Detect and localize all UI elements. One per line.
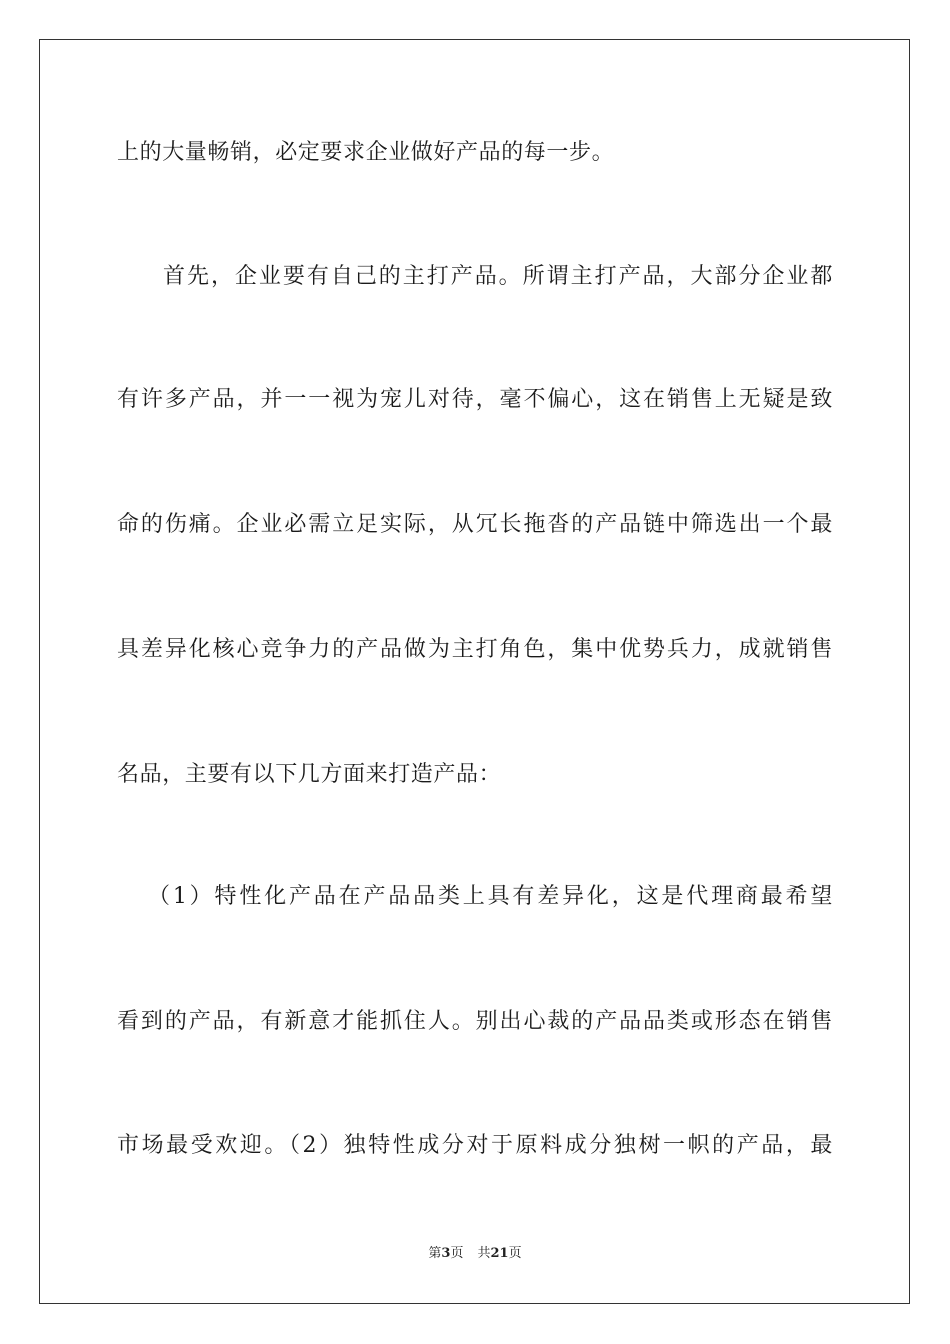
body-text-line-4: 命的伤痛。企业必需立足实际，从冗长拖沓的产品链中筛选出一个最 (117, 512, 833, 537)
footer-total-prefix: 共 (477, 1246, 491, 1261)
body-text-line-8: 看到的产品，有新意才能抓住人。别出心裁的产品品类或形态在销售 (117, 1009, 833, 1034)
footer-page-number: 3 (441, 1246, 451, 1261)
footer-page-suffix: 页 (450, 1246, 464, 1261)
body-text-line-7: （1）特性化产品在产品品类上具有差异化，这是代理商最希望 (148, 884, 833, 909)
body-text-line-3: 有许多产品，并一一视为宠儿对待，毫不偏心，这在销售上无疑是致 (117, 387, 833, 412)
body-text-line-1: 上的大量畅销，必定要求企业做好产品的每一步。 (117, 140, 615, 165)
body-text-line-6: 名品，主要有以下几方面来打造产品： (117, 762, 502, 787)
body-text-line-5: 具差异化核心竞争力的产品做为主打角色，集中优势兵力，成就销售 (117, 637, 833, 662)
footer-total-pages: 21 (490, 1246, 509, 1261)
page-footer (0, 1246, 950, 1262)
footer-page-prefix: 第 (428, 1246, 442, 1261)
body-text-line-2: 首先，企业要有自己的主打产品。所谓主打产品，大部分企业都 (163, 264, 833, 289)
body-text-line-9: 市场最受欢迎。（2）独特性成分对于原料成分独树一帜的产品，最 (117, 1133, 833, 1158)
page-border (39, 39, 910, 1304)
footer-total-suffix: 页 (508, 1246, 522, 1261)
